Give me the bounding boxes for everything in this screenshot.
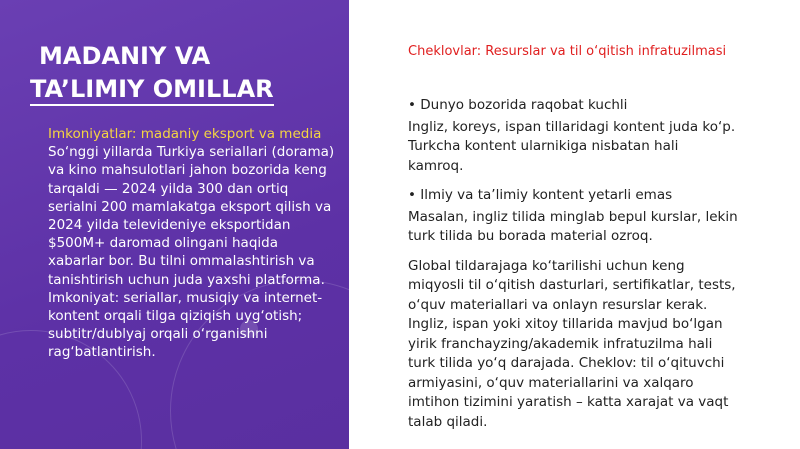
title-line-1: MADANIY VA [39,42,211,70]
slide-title [30,40,330,106]
title-line-2: TA’LIMIY OMILLAR [30,74,274,106]
left-panel [0,0,349,449]
bullet-competition: • Dunyo bozorida raqobat kuchli [408,97,628,113]
right-paragraph-1: Ingliz, koreys, ispan tillaridagi kontent juda ko‘p. Turkcha kontent ularnikiga nisbatan hali kamroq. [408,118,736,174]
right-text-block [408,96,738,442]
left-paragraph-1: So‘nggi yillarda Turkiya seriallari (dorama) va kino mahsulotlari jahon bozorida keng tarqaldi — 2024 yilda 300 dan ortiq serialni 200 mamlakatga eksport qilish va 2024 yilda televideniye eksportidan $500M+ daromad olingani haqida xabarlar bor. Bu tilni ommalashtirish va tanishtirish uchun juda yaxshi platforma. [48,144,335,288]
right-paragraph-2: Masalan, ingliz tilida minglab bepul kurslar, lekin turk tilida bu borada material ozroq. [408,208,738,244]
left-text-block [48,125,338,362]
right-title: Cheklovlar: Resurslar va til o‘qitish infratuzilmasi [408,44,727,59]
right-paragraph-3: Global tildarajaga ko‘tarilishi uchun keng miqyosli til o‘qitish dasturlari, sertifikatlar, tests, o‘quv materiallari va onlayn resurslar kerak. Ingliz, ispan yoki xitoy tillarida mavjud bo‘lgan yirik franchayzing/akademik infratuzilma hali turk tilida yo‘q darajada. Cheklov: til o‘qituvchi armiyasini, o‘quv materiallarini va xalqaro imtihon tizimini yaratish – katta xarajat va vaqt talab qiladi. [408,257,736,430]
bullet-content: • Ilmiy va ta’limiy kontent yetarli emas [408,187,673,203]
left-subheading: Imkoniyatlar: madaniy eksport va media [48,126,322,142]
left-paragraph-2: Imkoniyat: seriallar, musiqiy va internet-kontent orqali tilga qiziqish uyg‘otish; subtitr/dublyaj orqali o‘rganishni rag‘batlantirish. [48,289,323,361]
